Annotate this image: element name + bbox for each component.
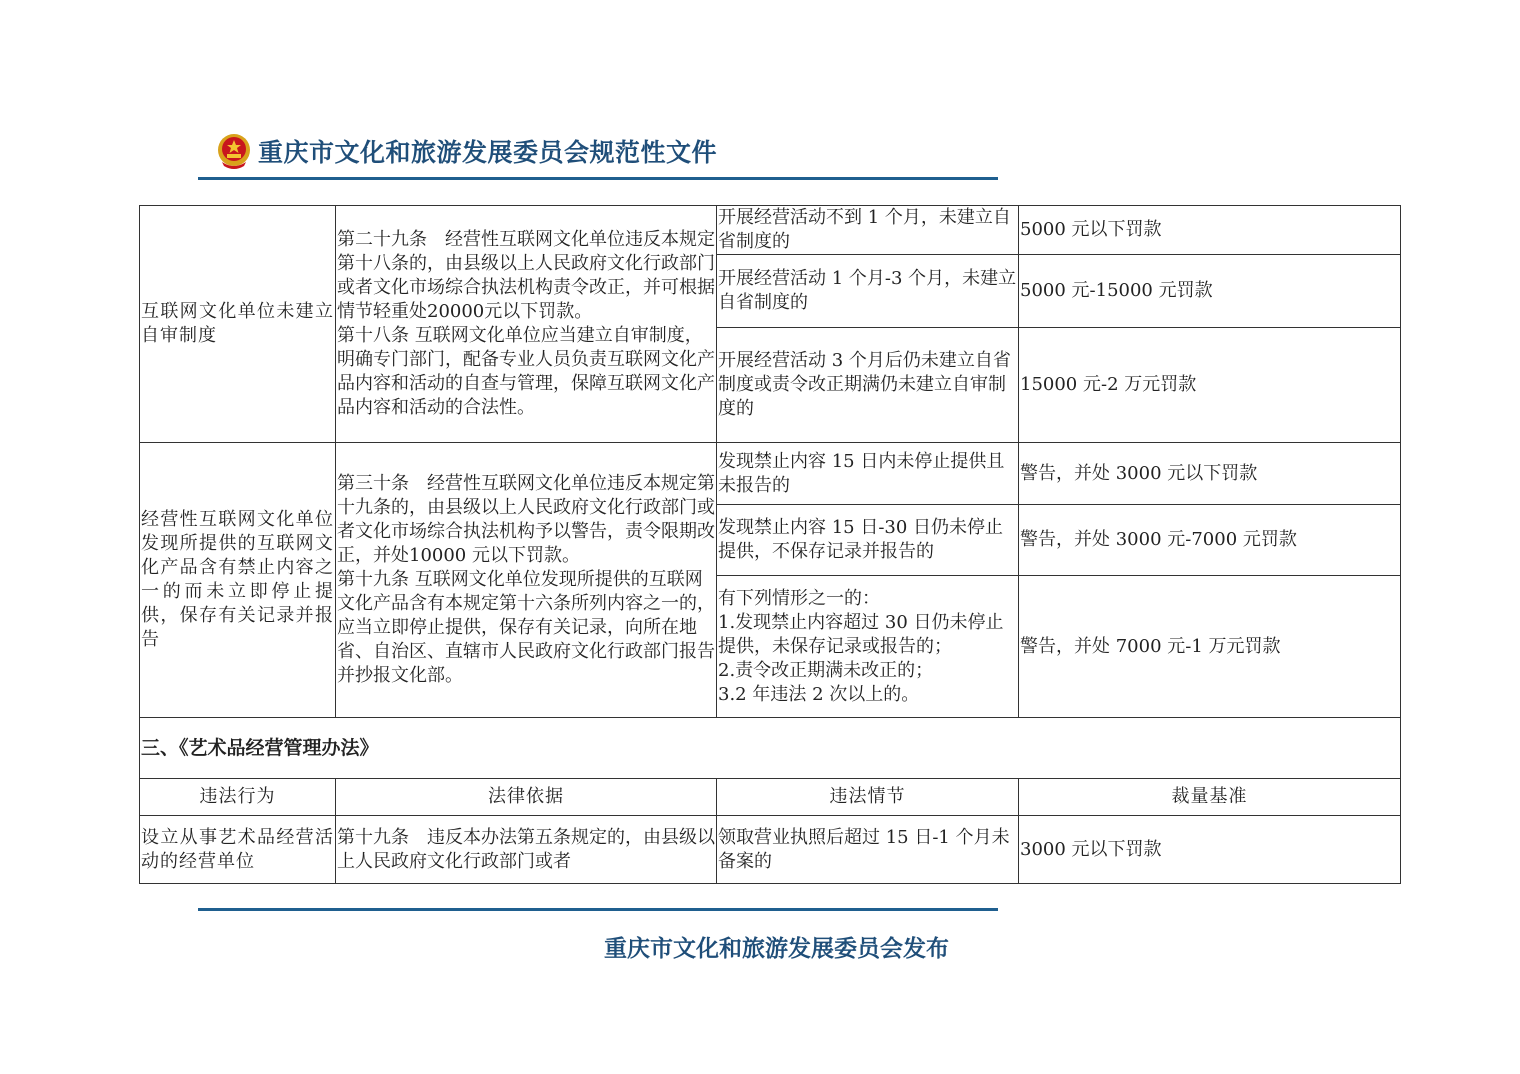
legal-basis: [336, 206, 717, 443]
column-header-behavior: 违法行为: [140, 779, 336, 816]
violation-behavior: 互联网文化单位未建立自审制度: [140, 206, 336, 443]
penalty-standard: 警告，并处 3000 元以下罚款: [1019, 443, 1401, 505]
violation-circumstance: 发现禁止内容 15 日-30 日仍未停止提供，不保存记录并报告的: [717, 505, 1019, 576]
legal-basis: [336, 443, 717, 718]
footer-divider: [198, 908, 998, 911]
table-row: [140, 206, 1401, 255]
section-row: [140, 718, 1401, 779]
violation-behavior: 设立从事艺术品经营活动的经营单位: [140, 816, 336, 884]
penalty-standards-table: [139, 205, 1401, 884]
legal-basis-article-18: 第十八条 互联网文化单位应当建立自审制度，明确专门部门，配备专业人员负责互联网文化产品内容和活动的自查与管理，保障互联网文化产品内容和活动的合法性。: [337, 325, 715, 418]
column-header-circumstance: 违法情节: [717, 779, 1019, 816]
violation-behavior: 经营性互联网文化单位发现所提供的互联网文化产品含有禁止内容之一的而未立即停止提供，保存有关记录并报告: [140, 443, 336, 718]
violation-circumstance: 领取营业执照后超过 15 日-1 个月未备案的: [717, 816, 1019, 884]
table-row: [140, 443, 1401, 505]
legal-basis-article-19: 第十九条 互联网文化单位发现所提供的互联网文化产品含有本规定第十六条所列内容之一的，应当立即停止提供，保存有关记录，向所在地省、自治区、直辖市人民政府文化行政部门报告并抄报文化部。: [337, 569, 715, 686]
penalty-standard: 警告，并处 3000 元-7000 元罚款: [1019, 505, 1401, 576]
legal-basis-article-29: 第二十九条 经营性互联网文化单位违反本规定第十八条的，由县级以上人民政府文化行政部门或者文化市场综合执法机构责令改正，并可根据情节轻重处20000元以下罚款。: [337, 229, 715, 322]
violation-circumstance: 发现禁止内容 15 日内未停止提供且未报告的: [717, 443, 1019, 505]
document-header: [216, 132, 717, 170]
violation-circumstance: [717, 576, 1019, 718]
circumstance-item-3: 3.2 年违法 2 次以上的。: [718, 683, 920, 705]
penalty-standard: 3000 元以下罚款: [1019, 816, 1401, 884]
header-title: 重庆市文化和旅游发展委员会规范性文件: [258, 138, 718, 167]
section-title: 三、《艺术品经营管理办法》: [140, 718, 1401, 779]
penalty-standard: 警告，并处 7000 元-1 万元罚款: [1019, 576, 1401, 718]
penalty-standard: 15000 元-2 万元罚款: [1019, 328, 1401, 443]
circumstance-item-1: 1.发现禁止内容超过 30 日仍未停止提供，未保存记录或报告的；: [718, 611, 1004, 657]
legal-basis-article-30: 第三十条 经营性互联网文化单位违反本规定第十九条的，由县级以上人民政府文化行政部门或者文化市场综合执法机构予以警告，责令限期改正，并处10000 元以下罚款。: [337, 473, 715, 566]
header-divider: [198, 177, 998, 180]
legal-basis: 第十九条 违反本办法第五条规定的，由县级以上人民政府文化行政部门或者: [336, 816, 717, 884]
violation-circumstance: 开展经营活动 1 个月-3 个月，未建立自省制度的: [717, 255, 1019, 328]
penalty-standard: 5000 元以下罚款: [1019, 206, 1401, 255]
violation-circumstance: 开展经营活动不到 1 个月，未建立自省制度的: [717, 206, 1019, 255]
column-header-legal-basis: 法律依据: [336, 779, 717, 816]
violation-circumstance: 开展经营活动 3 个月后仍未建立自省制度或责令改正期满仍未建立自审制度的: [717, 328, 1019, 443]
column-header-penalty: 裁量基准: [1019, 779, 1401, 816]
table-row: [140, 816, 1401, 884]
penalty-standard: 5000 元-15000 元罚款: [1019, 255, 1401, 328]
header-row: [140, 779, 1401, 816]
footer-title: 重庆市文化和旅游发展委员会发布: [604, 935, 949, 962]
circumstance-intro: 有下列情形之一的：: [718, 587, 880, 609]
national-emblem-icon: [216, 132, 252, 170]
circumstance-item-2: 2.责令改正期满未改正的；: [718, 659, 934, 681]
